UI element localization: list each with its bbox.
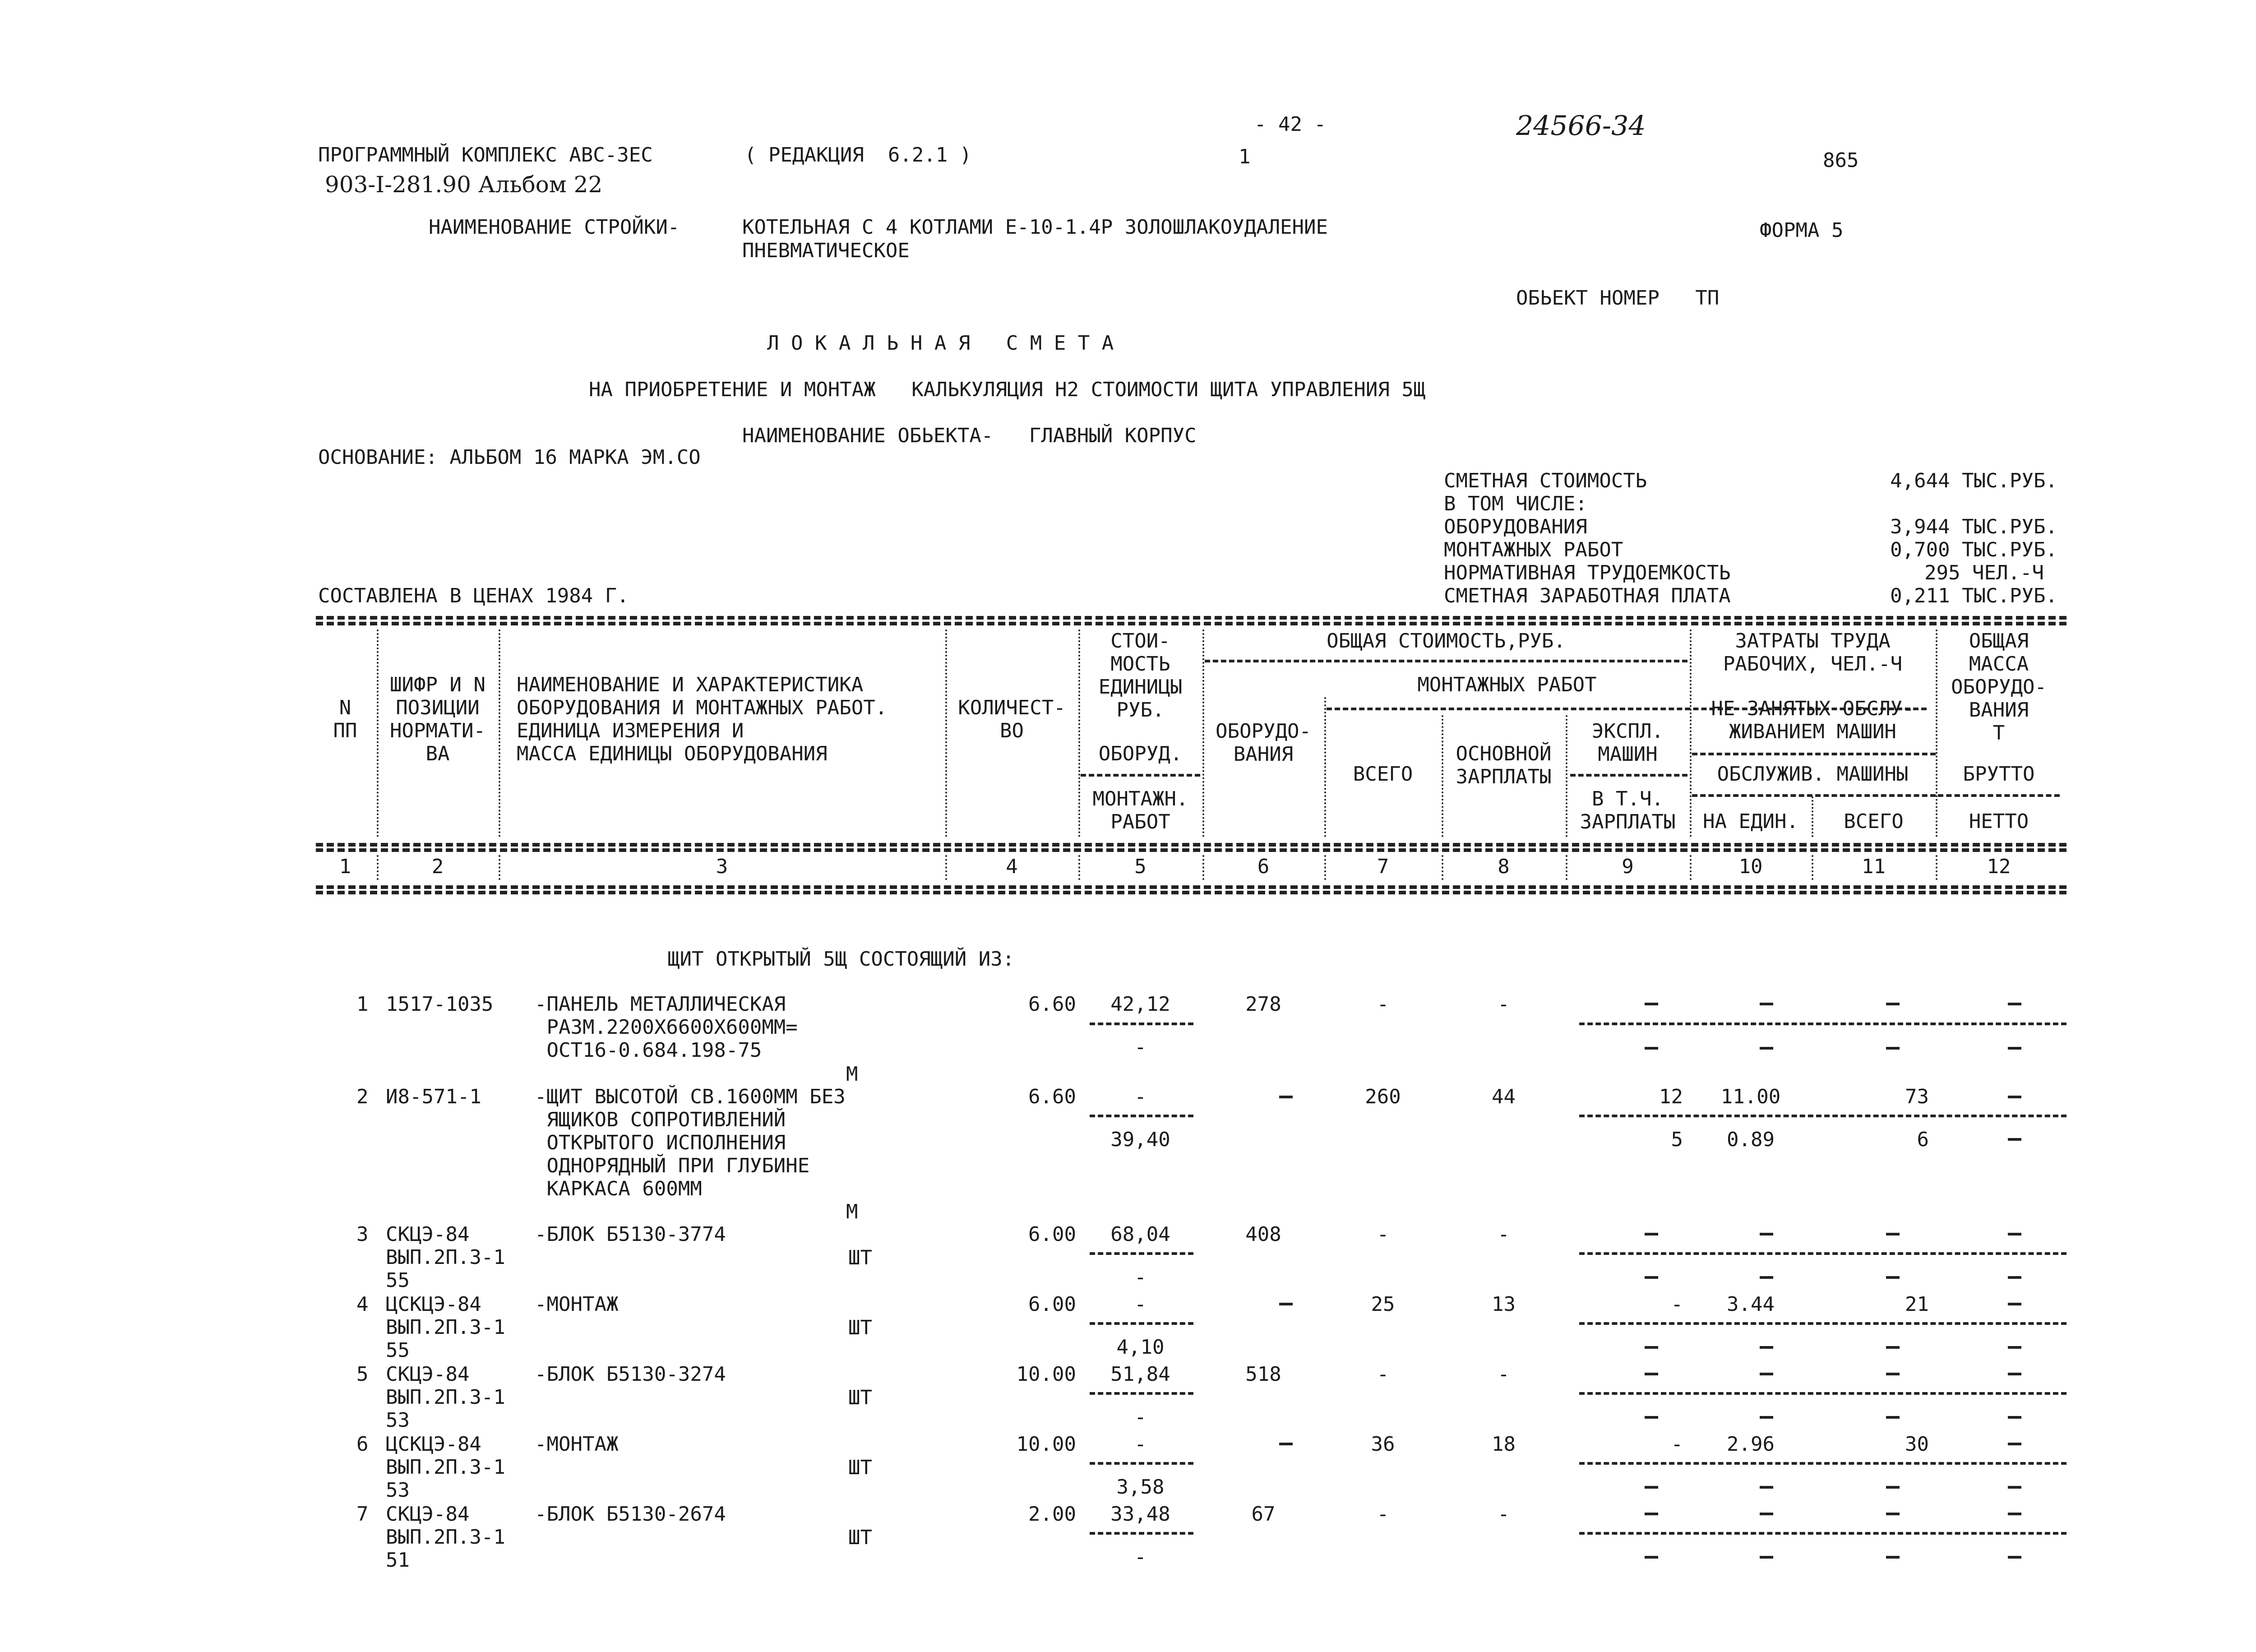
revision: ( РЕДАКЦИЯ 6.2.1 ) — [744, 143, 972, 167]
col-header-9: ЭКСПЛ. МАШИН — [1592, 720, 1664, 766]
col-header-6: ОБОРУДО- ВАНИЯ — [1216, 720, 1311, 766]
row-unit-equip: - — [1134, 1293, 1146, 1316]
sheet-right-number: 865 — [1823, 149, 1859, 172]
construction-name-2: ПНЕВМАТИЧЕСКОЕ — [742, 239, 910, 262]
prices-year: СОСТАВЛЕНА В ЦЕНАХ 1984 Г. — [318, 584, 629, 607]
row-mont-total: - — [1377, 1363, 1389, 1386]
object-number: ОБЬЕКТ НОМЕР ТП — [1516, 287, 1720, 310]
row-base-salary: 13 — [1492, 1293, 1516, 1316]
row-labor-unit: 2.96 — [1727, 1433, 1775, 1456]
column-number: 6 — [1257, 855, 1270, 878]
row-name: -БЛОК Б5130-3774 — [535, 1223, 726, 1246]
row-unit-equip: 33,48 — [1110, 1503, 1170, 1526]
col-header-mont: МОНТАЖНЫХ РАБОТ — [1417, 673, 1597, 696]
summary-value: 0,211 ТЫС.РУБ. — [1890, 584, 2057, 607]
col-header-5a: ОБОРУД. — [1098, 742, 1183, 765]
document-subtitle: НА ПРИОБРЕТЕНИЕ И МОНТАЖ КАЛЬКУЛЯЦИЯ Н2 СТОИМОСТИ ЩИТА УПРАВЛЕНИЯ 5Щ — [589, 378, 1426, 401]
row-machine-cost: - — [1671, 1293, 1683, 1316]
row-code: СКЦЭ-84 ВЫП.2П.3-1 53 — [386, 1363, 505, 1432]
summary-label: МОНТАЖНЫХ РАБОТ — [1444, 538, 1623, 561]
row-unit-equip: - — [1134, 1433, 1146, 1456]
col-header-total: ОБЩАЯ СТОИМОСТЬ,РУБ. — [1327, 629, 1566, 652]
row-name: -ЩИТ ВЫСОТОЙ СВ.1600ММ БЕЗ ЯЩИКОВ СОПРОТИВЛЕНИЙ ОТКРЫТОГО ИСПОЛНЕНИЯ ОДНОРЯДНЫЙ ПРИ ГЛУБИНЕ КАРКАСА 600ММ — [535, 1085, 846, 1201]
col-header-9b: В Т.Ч. ЗАРПЛАТЫ — [1580, 787, 1676, 834]
row-qty: 6.60 — [1028, 993, 1076, 1016]
row-labor-unit: 11.00 — [1720, 1085, 1781, 1108]
row-unit: М — [846, 1200, 858, 1223]
row-unit-mont: 3,58 — [1116, 1476, 1165, 1499]
row-code: ЦСКЦЭ-84 ВЫП.2П.3-1 53 — [386, 1433, 505, 1502]
row-base-salary: - — [1498, 1223, 1510, 1246]
col-header-3: НАИМЕНОВАНИЕ И ХАРАКТЕРИСТИКА ОБОРУДОВАНИЯ И МОНТАЖНЫХ РАБОТ. ЕДИНИЦА ИЗМЕРЕНИЯ И МАССА ЕДИНИЦЫ ОБОРУДОВАНИЯ — [517, 673, 888, 766]
column-number: 4 — [1006, 855, 1018, 878]
col-header-2: ШИФР И N ПОЗИЦИИ НОРМАТИ- ВА — [390, 673, 485, 766]
summary-value: 0,700 ТЫС.РУБ. — [1890, 538, 2057, 561]
summary-value: 4,644 ТЫС.РУБ. — [1890, 469, 2057, 492]
row-unit-equip: 68,04 — [1110, 1223, 1170, 1246]
row-machine-cost: - — [1671, 1433, 1683, 1456]
row-name: -МОНТАЖ — [535, 1293, 619, 1316]
row-unit: М — [846, 1063, 858, 1086]
col-header-1: N ПП — [333, 696, 357, 743]
col-header-labor: ЗАТРАТЫ ТРУДА РАБОЧИХ, ЧЕЛ.-Ч — [1723, 629, 1903, 676]
row-unit-equip: 51,84 — [1110, 1363, 1170, 1386]
row-unit-mont: - — [1134, 1546, 1146, 1569]
col-header-5: СТОИ- МОСТЬ ЕДИНИЦЫ РУБ. — [1098, 629, 1183, 722]
row-unit: ШТ — [848, 1386, 872, 1409]
summary-label: СМЕТНАЯ ЗАРАБОТНАЯ ПЛАТА — [1444, 584, 1731, 607]
row-labor-total: 21 — [1905, 1293, 1929, 1316]
row-number: 3 — [356, 1223, 369, 1246]
row-code: СКЦЭ-84 ВЫП.2П.3-1 55 — [386, 1223, 505, 1292]
album-reference: 903-I-281.90 Альбом 22 — [325, 171, 603, 198]
column-number: 2 — [431, 855, 444, 878]
summary-label: В ТОМ ЧИСЛЕ: — [1444, 492, 1587, 515]
row-code: СКЦЭ-84 ВЫП.2П.3-1 51 — [386, 1503, 505, 1572]
column-number: 3 — [716, 855, 728, 878]
row-labor-machine-total: 6 — [1917, 1128, 1929, 1151]
row-base-salary: - — [1498, 1503, 1510, 1526]
row-unit-mont: - — [1134, 1406, 1146, 1429]
construction-name-1: КОТЕЛЬНАЯ С 4 КОТЛАМИ Е-10-1.4Р ЗОЛОШЛАКОУДАЛЕНИЕ — [742, 216, 1328, 239]
col-header-11: ВСЕГО — [1844, 810, 1904, 833]
row-number: 5 — [356, 1363, 369, 1386]
row-unit-equip: 42,12 — [1110, 993, 1170, 1016]
row-mont-total: 36 — [1371, 1433, 1395, 1456]
row-number: 4 — [356, 1293, 369, 1316]
row-machine-cost: 12 — [1659, 1085, 1683, 1108]
col-header-5b: МОНТАЖН. РАБОТ — [1092, 787, 1188, 834]
summary-label: ОБОРУДОВАНИЯ — [1444, 515, 1587, 538]
row-unit-equip: - — [1134, 1085, 1146, 1108]
row-unit-mont: - — [1134, 1036, 1146, 1059]
document-title: Л О К А Л Ь Н А Я С М Е Т А — [767, 332, 1114, 355]
row-base-salary: 18 — [1492, 1433, 1516, 1456]
col-header-7: ВСЕГО — [1353, 763, 1413, 786]
handwritten-code: 24566-34 — [1516, 110, 1646, 142]
column-number: 9 — [1622, 855, 1634, 878]
row-total-equip: 67 — [1251, 1503, 1276, 1526]
col-header-12a: БРУТТО — [1963, 763, 2035, 786]
row-code: ЦСКЦЭ-84 ВЫП.2П.3-1 55 — [386, 1293, 505, 1362]
row-code: И8-571-1 — [386, 1085, 481, 1108]
object-name: НАИМЕНОВАНИЕ ОБЬЕКТА- ГЛАВНЫЙ КОРПУС — [742, 424, 1197, 447]
summary-value: 3,944 ТЫС.РУБ. — [1890, 515, 2057, 538]
row-qty: 6.00 — [1028, 1293, 1076, 1316]
row-name: -БЛОК Б5130-2674 — [535, 1503, 726, 1526]
row-labor-total: 73 — [1905, 1085, 1929, 1108]
row-labor-unit: 3.44 — [1727, 1293, 1775, 1316]
row-code: 1517-1035 — [386, 993, 494, 1016]
col-header-8: ОСНОВНОЙ ЗАРПЛАТЫ — [1456, 742, 1552, 789]
column-number: 5 — [1134, 855, 1146, 878]
row-labor-total: 30 — [1905, 1433, 1929, 1456]
row-qty: 6.00 — [1028, 1223, 1076, 1246]
summary-value: 295 ЧЕЛ.-Ч — [1924, 561, 2044, 584]
page-number: - 42 - — [1254, 113, 1326, 136]
row-base-salary: - — [1498, 993, 1510, 1016]
column-number: 11 — [1862, 855, 1886, 878]
column-number: 7 — [1377, 855, 1389, 878]
row-base-salary: - — [1498, 1363, 1510, 1386]
column-number: 10 — [1738, 855, 1763, 878]
row-unit-mont: 4,10 — [1116, 1336, 1165, 1359]
row-number: 1 — [356, 993, 369, 1016]
col-header-labor-b: ОБСЛУЖИВ. МАШИНЫ — [1717, 763, 1909, 786]
table-top-border — [316, 616, 2066, 620]
row-qty: 2.00 — [1028, 1503, 1076, 1526]
row-number: 2 — [356, 1085, 369, 1108]
row-unit: ШТ — [848, 1316, 872, 1339]
row-unit: ШТ — [848, 1526, 872, 1549]
col-header-labor-a: НЕ ЗАНЯТЫХ ОБСЛУ- ЖИВАНИЕМ МАШИН — [1711, 697, 1914, 744]
row-labor-machine-unit: 0.89 — [1727, 1128, 1775, 1151]
row-unit-mont: 39,40 — [1110, 1128, 1170, 1151]
summary-label: НОРМАТИВНАЯ ТРУДОЕМКОСТЬ — [1444, 561, 1731, 584]
row-qty: 10.00 — [1016, 1363, 1076, 1386]
column-number: 1 — [339, 855, 351, 878]
sheet-number: 1 — [1239, 145, 1251, 168]
row-qty: 10.00 — [1016, 1433, 1076, 1456]
row-mont-total: - — [1377, 1503, 1389, 1526]
column-number: 12 — [1987, 855, 2011, 878]
row-unit: ШТ — [848, 1456, 872, 1479]
summary-label: СМЕТНАЯ СТОИМОСТЬ — [1444, 469, 1647, 492]
row-unit: ШТ — [848, 1246, 872, 1269]
row-number: 7 — [356, 1503, 369, 1526]
row-base-salary: 44 — [1492, 1085, 1516, 1108]
form-label: ФОРМА 5 — [1760, 219, 1844, 242]
construction-label: НАИМЕНОВАНИЕ СТРОЙКИ- — [429, 216, 680, 239]
row-number: 6 — [356, 1433, 369, 1456]
col-header-12b: НЕТТО — [1969, 810, 2029, 833]
row-machine-salary: 5 — [1671, 1128, 1683, 1151]
col-header-10: НА ЕДИН. — [1703, 810, 1798, 833]
col-header-4: КОЛИЧЕСТ- ВО — [958, 696, 1066, 743]
row-total-equip: 408 — [1245, 1223, 1281, 1246]
col-header-12: ОБЩАЯ МАССА ОБОРУДО- ВАНИЯ Т — [1951, 629, 2047, 745]
table-top-border — [316, 622, 2066, 625]
row-name: -ПАНЕЛЬ МЕТАЛЛИЧЕСКАЯ РАЗМ.2200Х6600Х600ММ= ОСТ16-0.684.198-75 — [535, 993, 798, 1062]
row-total-equip: 518 — [1245, 1363, 1281, 1386]
row-unit-mont: - — [1134, 1266, 1146, 1289]
row-total-equip: 278 — [1245, 993, 1281, 1016]
basis: ОСНОВАНИЕ: АЛЬБОМ 16 МАРКА ЭМ.СО — [318, 446, 701, 469]
row-mont-total: 25 — [1371, 1293, 1395, 1316]
row-mont-total: - — [1377, 1223, 1389, 1246]
row-qty: 6.60 — [1028, 1085, 1076, 1108]
row-mont-total: - — [1377, 993, 1389, 1016]
section-title: ЩИТ ОТКРЫТЫЙ 5Щ СОСТОЯЩИЙ ИЗ: — [668, 948, 1015, 971]
program-name: ПРОГРАММНЫЙ КОМПЛЕКС АВС-3ЕС — [318, 143, 653, 167]
row-mont-total: 260 — [1365, 1085, 1401, 1108]
row-name: -МОНТАЖ — [535, 1433, 619, 1456]
row-name: -БЛОК Б5130-3274 — [535, 1363, 726, 1386]
column-number: 8 — [1498, 855, 1510, 878]
